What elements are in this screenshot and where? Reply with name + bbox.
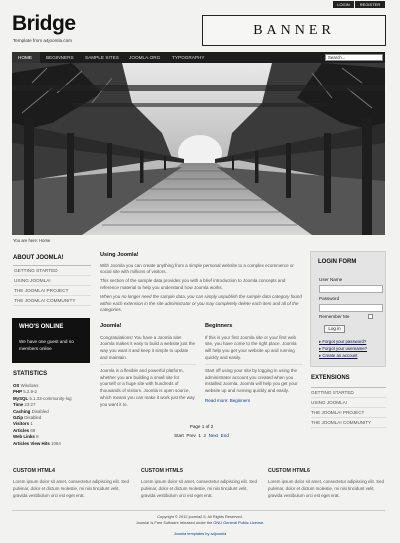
- article-paragraph: Congratulations! You have a Joomla site! Joomla makes it easy to build a website just the way you want it and keep it simple to update and maintain.: [100, 335, 196, 365]
- bridge-photo: [12, 63, 385, 235]
- intro-paragraph: When you no longer need the sample data, you can simply unpublish the sample data category found within each extension in the site administrator or you may completely delete each item and all of the categories.: [100, 293, 302, 313]
- gpl-link[interactable]: GNU General Public License.: [213, 520, 265, 525]
- create-account-link[interactable]: ▸ Create an account: [319, 353, 358, 358]
- extensions-title: EXTENSIONS: [311, 375, 350, 381]
- pagination-end[interactable]: End: [220, 433, 229, 439]
- footer-credit[interactable]: [0, 531, 400, 536]
- breadcrumb: You are here: Home: [13, 238, 51, 243]
- custom-html-6: [268, 468, 386, 500]
- footer-license: Joomla! is Free Software released under the GNU General Public License.: [135, 520, 265, 525]
- hero-image: [12, 63, 385, 235]
- menu-joomla-community[interactable]: THE JOOMLA! COMMUNITY: [13, 296, 91, 306]
- custom-text: Lorem ipsum dolor sit amet, consectetur adipiscing elit. Sed pulvinar, dolor et dictum molestie, mi nisi tincidunt velit, gravida vestibulum orci est eget erat.: [13, 479, 129, 498]
- pagination-page-2[interactable]: 2: [203, 433, 207, 439]
- pagination-page-1[interactable]: 1: [198, 433, 201, 439]
- whos-online-module: [12, 318, 90, 363]
- article-paragraph: Joomla is a flexible and powerful platform, whether you are building a small site for yourself or a huge site with hundreds of thousands of visitors. Joomla is open source, which means you can make it work just the way you want it to.: [100, 367, 195, 407]
- article-paragraph: Start off using your site by logging in using the administrator account you created when you installed Joomla. Joomla will help you get your website up and running quickly and easily.: [205, 367, 298, 394]
- statistics-title: STATISTICS: [13, 371, 48, 377]
- password-label: Password: [319, 296, 340, 301]
- custom-html-4: [13, 468, 131, 500]
- extensions-module: [311, 374, 386, 428]
- login-link[interactable]: LOGIN: [333, 1, 354, 8]
- stat-row: Articles View Hits 1064: [13, 440, 61, 446]
- read-more-link[interactable]: Read more: Beginners: [205, 397, 251, 403]
- whos-online-title: WHO'S ONLINE: [19, 324, 64, 330]
- search-input[interactable]: Search...: [325, 54, 383, 62]
- username-field[interactable]: [319, 285, 383, 293]
- intro-paragraph: With Joomla you can create anything from a simple personal website to a complex ecommerce or social site with millions of visitors.: [100, 262, 294, 275]
- stat-row: PHP 5.2.9-2: [13, 389, 37, 395]
- custom-title: CUSTOM HTML4: [13, 468, 55, 474]
- nav-beginners[interactable]: BEGINNERS: [46, 55, 74, 60]
- menu-using-joomla[interactable]: USING JOOMLA!: [13, 276, 91, 286]
- about-title: ABOUT JOOMLA!: [13, 255, 64, 261]
- login-title: LOGIN FORM: [318, 259, 357, 265]
- forgot-password-link[interactable]: ▸ Forgot your password?: [319, 339, 367, 344]
- article-paragraph: If this is your first Joomla site or your first web site, you have come to the right place. Joomla will help you get your website up and running quickly and easily.: [205, 335, 303, 365]
- main-content: [100, 252, 303, 314]
- login-button[interactable]: Log in: [324, 325, 345, 333]
- footer-divider: [12, 510, 385, 511]
- ext-getting-started[interactable]: GETTING STARTED: [311, 388, 386, 398]
- forgot-username-link[interactable]: ▸ Forgot your username?: [319, 346, 368, 351]
- footer-copyright: Copyright © 2012 joomla2.5. All Rights Reserved.: [157, 514, 243, 519]
- article-title[interactable]: Beginners: [205, 323, 233, 329]
- ext-joomla-community[interactable]: THE JOOMLA! COMMUNITY: [311, 418, 386, 428]
- ext-using-joomla[interactable]: USING JOOMLA!: [311, 398, 386, 408]
- username-label: User Name: [319, 277, 343, 282]
- statistics-module: [13, 370, 93, 447]
- custom-html-5: [141, 468, 259, 500]
- stat-row: Caching Disabled: [13, 408, 49, 414]
- stat-row: Web Links 8: [13, 434, 39, 440]
- custom-text: Lorem ipsum dolor sit amet, consectetur adipiscing elit. Sed pulvinar, dolor et dictum molestie, mi nisi tincidunt velit, gravida vestibulum orci est eget erat.: [268, 479, 384, 498]
- nav-typography[interactable]: TYPOGRAPHY: [172, 55, 205, 60]
- stat-row: Articles 69: [13, 427, 36, 433]
- nav-sample-sites[interactable]: SAMPLE SITES: [85, 55, 119, 60]
- remember-checkbox[interactable]: [368, 314, 373, 319]
- stat-row: MySQL 5.1.33-community-log: [13, 395, 72, 401]
- remember-label: Remember Me: [319, 314, 350, 319]
- stat-row: GZip Disabled: [13, 415, 42, 421]
- article-title[interactable]: Using Joomla!: [100, 252, 139, 258]
- stat-row: OS Windows: [13, 383, 39, 389]
- stat-row: Visitors 1: [13, 421, 33, 427]
- pagination-prev[interactable]: Prev: [186, 433, 196, 439]
- custom-text: Lorem ipsum dolor sit amet, consectetur adipiscing elit. Sed pulvinar, dolor et dictum molestie, mi nisi tincidunt velit, gravida vestibulum orci est eget erat.: [141, 479, 257, 498]
- main-nav: [12, 52, 385, 63]
- article-title[interactable]: Joomla!: [100, 323, 122, 329]
- pagination: [100, 424, 303, 439]
- banner[interactable]: BANNER: [202, 15, 386, 46]
- credit-link[interactable]: Joomla templates by a4joomla: [173, 531, 227, 536]
- intro-paragraph: This section of the sample data provides you with a brief introduction to Joomla concepts and reference material to help you understand how Joomla works.: [100, 278, 286, 290]
- whos-online-text: We have one guest and no members online: [19, 339, 74, 351]
- menu-getting-started[interactable]: GETTING STARTED: [13, 266, 91, 276]
- article-joomla: [100, 323, 196, 409]
- custom-title: CUSTOM HTML6: [268, 468, 310, 474]
- site-tagline: Template from a4joomla.com: [13, 38, 72, 43]
- custom-title: CUSTOM HTML5: [141, 468, 183, 474]
- menu-joomla-project[interactable]: THE JOOMLA! PROJECT: [13, 286, 91, 296]
- ext-joomla-project[interactable]: THE JOOMLA! PROJECT: [311, 408, 386, 418]
- pagination-start[interactable]: Start: [174, 433, 184, 439]
- nav-home[interactable]: HOME: [12, 52, 40, 63]
- register-link[interactable]: REGISTER: [355, 1, 385, 8]
- about-joomla-module: [13, 254, 91, 306]
- login-form: [310, 251, 386, 367]
- nav-joomla-org[interactable]: JOOMLA.ORG: [129, 55, 161, 60]
- pagination-next[interactable]: Next: [208, 433, 219, 439]
- stat-row: Time 23:27: [13, 402, 36, 408]
- site-logo[interactable]: Bridge: [12, 12, 76, 35]
- article-beginners: [205, 323, 303, 405]
- password-field[interactable]: [319, 304, 383, 312]
- page-counter: Page 1 of 2: [189, 424, 214, 429]
